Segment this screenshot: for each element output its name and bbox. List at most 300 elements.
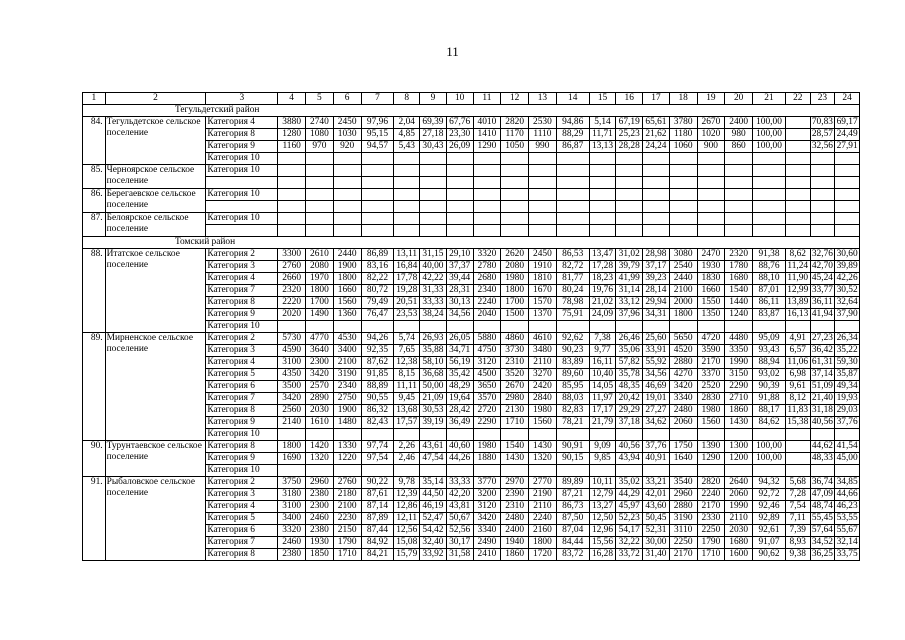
category-cell: Категория 9 (206, 417, 278, 429)
value-cell (669, 213, 697, 225)
value-cell: 17,17 (589, 405, 616, 417)
district-row (83, 237, 860, 249)
value-cell: 51,09 (811, 381, 833, 391)
header-cell: 13 (529, 93, 557, 105)
value-cell: 2740 (306, 117, 334, 129)
value-cell: 28,14 (643, 285, 670, 297)
value-cell (589, 153, 616, 165)
header-cell: 14 (556, 93, 589, 105)
value-cell (589, 465, 616, 477)
value-cell (697, 201, 725, 213)
value-cell: 13,13 (589, 141, 616, 153)
value-cell (785, 225, 810, 237)
value-cell: 90,15 (556, 453, 589, 465)
value-cell: 1540 (501, 441, 529, 453)
value-cell: 2170 (697, 501, 725, 513)
value-cell (616, 429, 643, 441)
header-cell: 16 (616, 93, 643, 105)
value-cell: 2140 (278, 417, 306, 429)
value-cell: 13,68 (394, 405, 420, 417)
value-cell: 24,49 (836, 129, 858, 139)
value-cell (556, 153, 589, 165)
value-cell (810, 165, 835, 177)
value-cell: 2250 (697, 525, 725, 537)
value-cell: 14,05 (589, 381, 616, 393)
table-header-row (83, 93, 860, 105)
value-cell: 23,30 (446, 129, 473, 141)
value-cell: 87,01 (753, 285, 786, 297)
value-cell (753, 177, 786, 189)
value-cell: 4,85 (394, 129, 420, 141)
settlement-number: 85. (83, 165, 106, 189)
value-cell: 86,87 (556, 141, 589, 153)
value-cell (697, 189, 725, 201)
value-cell (306, 177, 334, 189)
value-cell: 15,79 (394, 549, 420, 561)
value-cell: 4,91 (785, 333, 810, 345)
value-cell: 76,47 (361, 309, 394, 321)
value-cell: 30,13 (446, 297, 473, 309)
value-cell: 20,51 (394, 297, 420, 309)
value-cell: 2610 (306, 249, 334, 261)
value-cell (753, 165, 786, 177)
value-cell (810, 465, 835, 477)
value-cell: 26,93 (420, 333, 447, 345)
value-cell: 1860 (501, 549, 529, 561)
value-cell (589, 165, 616, 177)
value-cell (810, 321, 835, 333)
value-cell: 37,90 (836, 309, 858, 319)
value-cell: 87,14 (361, 501, 394, 513)
value-cell: 1930 (306, 537, 334, 549)
value-cell: 3120 (473, 357, 501, 369)
value-cell: 2160 (529, 525, 557, 537)
value-cell: 84,62 (753, 417, 786, 429)
value-cell: 100,00 (753, 117, 786, 129)
value-cell: 11,11 (394, 381, 420, 393)
value-cell: 47,09 (811, 489, 833, 499)
value-cell (501, 165, 529, 177)
value-cell: 2110 (725, 513, 753, 525)
value-cell: 87,62 (361, 357, 394, 369)
value-cell: 12,56 (394, 525, 420, 537)
value-cell (420, 177, 447, 189)
value-cell: 55,45 (811, 513, 833, 523)
value-cell: 2,26 (394, 441, 420, 453)
value-cell: 70,83 (811, 117, 833, 127)
value-cell: 21,79 (589, 417, 616, 429)
value-cell: 12,79 (589, 489, 616, 501)
value-cell: 36,25 (811, 549, 833, 559)
value-cell (420, 189, 447, 201)
value-cell (446, 465, 473, 477)
value-cell: 1430 (725, 417, 753, 429)
value-cell (501, 225, 529, 237)
value-cell (306, 225, 334, 237)
value-cell (616, 201, 643, 213)
value-cell (306, 189, 334, 201)
value-cell: 82,83 (556, 405, 589, 417)
value-cell: 11,06 (787, 357, 809, 367)
value-cell: 1560 (529, 417, 557, 429)
value-cell: 39,79 (616, 261, 643, 273)
value-cell: 1900 (333, 261, 361, 273)
header-cell: 22 (785, 93, 810, 105)
value-cell: 1410 (473, 129, 501, 141)
value-cell: 50,67 (446, 513, 473, 525)
value-cell: 1640 (669, 453, 697, 465)
value-cell (835, 429, 860, 441)
value-cell: 9,77 (589, 345, 616, 357)
value-cell (643, 225, 670, 237)
value-cell (785, 177, 810, 189)
header-cell: 5 (306, 93, 334, 105)
value-cell: 78,98 (556, 297, 589, 309)
value-cell: 1830 (697, 273, 725, 285)
value-cell: 86,53 (556, 249, 589, 261)
value-cell: 3400 (333, 345, 361, 357)
value-cell: 34,85 (836, 477, 858, 487)
settlement-name: Берегаевское сельское поселение (105, 189, 206, 213)
value-cell: 57,82 (616, 357, 643, 369)
value-cell: 860 (725, 141, 753, 153)
value-cell: 4350 (278, 369, 306, 381)
value-cell: 2960 (669, 489, 697, 501)
value-cell: 12,39 (394, 489, 420, 501)
value-cell: 30,43 (420, 141, 447, 153)
value-cell: 39,19 (420, 417, 447, 429)
value-cell (529, 177, 557, 189)
value-cell (753, 225, 786, 237)
value-cell (420, 165, 447, 177)
table-row (83, 249, 860, 261)
category-cell: Категория 7 (206, 285, 278, 297)
value-cell: 3420 (473, 513, 501, 525)
category-cell: Категория 6 (206, 525, 278, 537)
value-cell: 2230 (333, 513, 361, 525)
value-cell: 2480 (501, 513, 529, 525)
header-cell: 12 (501, 93, 529, 105)
value-cell: 2290 (473, 417, 501, 429)
value-cell: 3400 (278, 513, 306, 525)
value-cell: 12,50 (589, 513, 616, 525)
value-cell: 35,78 (616, 369, 643, 381)
value-cell: 92,61 (753, 525, 786, 537)
value-cell: 88,94 (753, 357, 786, 369)
header-cell: 21 (753, 93, 786, 105)
value-cell (643, 429, 670, 441)
value-cell (446, 165, 473, 177)
settlement-name: Белоярское сельское поселение (105, 213, 206, 237)
value-cell (473, 213, 501, 225)
value-cell (643, 213, 670, 225)
value-cell: 3270 (529, 369, 557, 381)
value-cell: 36,11 (812, 297, 833, 307)
value-cell: 93,43 (753, 345, 786, 357)
value-cell: 17,78 (394, 273, 420, 285)
value-cell: 2340 (473, 285, 501, 297)
value-cell (556, 225, 589, 237)
value-cell: 2380 (306, 489, 334, 501)
settlement-name: Тегульдетское сельское поселение (105, 117, 206, 165)
value-cell: 20,42 (616, 393, 643, 405)
value-cell (697, 429, 725, 441)
value-cell (589, 321, 616, 333)
value-cell: 43,94 (616, 453, 643, 465)
value-cell: 36,68 (420, 369, 447, 381)
value-cell: 45,00 (836, 453, 858, 463)
value-cell: 2970 (501, 477, 529, 489)
value-cell: 29,03 (836, 405, 858, 415)
value-cell: 1110 (529, 129, 557, 141)
value-cell: 2840 (529, 393, 557, 405)
value-cell: 43,61 (420, 441, 447, 453)
header-cell: 4 (278, 93, 306, 105)
settlement-name: Мирненское сельское поселение (105, 333, 206, 441)
value-cell: 88,29 (556, 129, 589, 141)
value-cell: 42,22 (420, 273, 447, 285)
value-cell: 3590 (697, 345, 725, 357)
value-cell (810, 177, 835, 189)
value-cell: 7,28 (785, 489, 810, 501)
settlement-name: Итатское сельское поселение (105, 249, 206, 333)
value-cell: 87,44 (361, 525, 394, 537)
header-cell: 7 (361, 93, 394, 105)
value-cell: 3420 (669, 381, 697, 393)
value-cell: 32,76 (811, 249, 833, 259)
value-cell (361, 321, 394, 333)
value-cell: 2450 (529, 249, 557, 261)
value-cell (420, 201, 447, 213)
value-cell (725, 213, 753, 225)
header-cell: 2 (105, 93, 206, 105)
value-cell: 2030 (725, 525, 753, 537)
value-cell: 2540 (669, 261, 697, 273)
value-cell (394, 177, 420, 189)
value-cell: 2320 (278, 285, 306, 297)
value-cell: 33,12 (616, 297, 643, 309)
value-cell (333, 177, 361, 189)
value-cell: 42,20 (446, 489, 473, 501)
value-cell: 900 (697, 141, 725, 153)
value-cell (669, 153, 697, 165)
value-cell: 2240 (529, 513, 557, 525)
value-cell (669, 321, 697, 333)
value-cell: 90,23 (556, 345, 589, 357)
value-cell: 40,56 (616, 441, 643, 453)
value-cell: 5,74 (394, 333, 420, 345)
value-cell: 2770 (529, 477, 557, 489)
settlement-number: 90. (83, 441, 106, 477)
value-cell: 1860 (725, 405, 753, 417)
value-cell: 5730 (278, 333, 306, 345)
value-cell: 33,77 (811, 285, 833, 295)
value-cell: 2060 (669, 417, 697, 429)
value-cell (501, 465, 529, 477)
category-cell: Категория 5 (206, 513, 278, 525)
value-cell (420, 225, 447, 237)
value-cell: 26,34 (836, 333, 858, 343)
value-cell: 34,52 (811, 537, 833, 547)
value-cell: 44,66 (836, 489, 858, 499)
value-cell (333, 201, 361, 213)
value-cell (306, 465, 334, 477)
value-cell (529, 153, 557, 165)
value-cell (835, 321, 860, 333)
value-cell: 13,47 (589, 249, 616, 261)
value-cell: 7,54 (785, 501, 810, 513)
value-cell: 92,46 (753, 501, 786, 513)
header-cell: 9 (420, 93, 447, 105)
value-cell: 2560 (278, 405, 306, 417)
value-cell: 1720 (529, 549, 557, 561)
value-cell: 1990 (725, 357, 753, 369)
value-cell: 2130 (501, 405, 529, 417)
value-cell: 4500 (473, 369, 501, 381)
value-cell: 2530 (529, 117, 557, 129)
value-cell: 26,09 (446, 141, 473, 153)
value-cell (361, 165, 394, 177)
value-cell (643, 321, 670, 333)
category-cell (206, 177, 278, 189)
value-cell: 2040 (473, 309, 501, 321)
value-cell: 84,21 (361, 549, 394, 561)
value-cell (529, 189, 557, 201)
value-cell (473, 177, 501, 189)
value-cell: 31,15 (420, 249, 447, 261)
value-cell: 40,00 (420, 261, 447, 273)
value-cell (556, 189, 589, 201)
value-cell: 3520 (501, 369, 529, 381)
value-cell: 1810 (529, 273, 557, 285)
value-cell (473, 189, 501, 201)
page-number: 11 (446, 44, 459, 59)
value-cell: 54,42 (420, 525, 447, 537)
value-cell: 67,19 (616, 117, 643, 129)
value-cell (473, 465, 501, 477)
value-cell: 97,54 (361, 453, 394, 465)
value-cell: 3350 (725, 345, 753, 357)
category-cell: Категория 9 (206, 309, 278, 321)
value-cell: 2290 (725, 381, 753, 393)
value-cell: 1540 (725, 285, 753, 297)
value-cell: 3180 (278, 489, 306, 501)
value-cell: 2680 (473, 273, 501, 285)
value-cell: 86,89 (361, 249, 394, 261)
value-cell: 12,96 (589, 525, 616, 537)
value-cell: 1560 (333, 297, 361, 309)
value-cell (501, 189, 529, 201)
value-cell (785, 153, 810, 165)
value-cell: 23,53 (394, 309, 420, 321)
value-cell: 89,89 (556, 477, 589, 489)
value-cell: 2960 (306, 477, 334, 489)
value-cell: 3300 (278, 249, 306, 261)
value-cell: 2980 (501, 393, 529, 405)
value-cell (361, 189, 394, 201)
value-cell (785, 141, 810, 153)
value-cell: 92,89 (753, 513, 786, 525)
value-cell: 3340 (669, 393, 697, 405)
value-cell (616, 225, 643, 237)
value-cell: 30,52 (836, 285, 858, 295)
category-cell (206, 225, 278, 237)
value-cell: 9,85 (589, 453, 616, 465)
value-cell: 27,23 (811, 333, 833, 343)
value-cell: 12,86 (394, 501, 420, 513)
category-cell: Категория 8 (206, 441, 278, 453)
value-cell (589, 213, 616, 225)
district-name: Тегульдетский район (83, 105, 860, 117)
value-cell: 88,89 (361, 381, 394, 393)
value-cell: 39,23 (643, 273, 670, 285)
value-cell: 1390 (697, 441, 725, 453)
value-cell (785, 201, 810, 213)
value-cell: 2000 (669, 297, 697, 309)
value-cell: 31,33 (420, 285, 447, 297)
value-cell: 3100 (278, 357, 306, 369)
value-cell: 2,46 (394, 453, 420, 465)
value-cell (394, 465, 420, 477)
value-cell (697, 153, 725, 165)
value-cell: 69,39 (420, 117, 447, 129)
value-cell: 36,49 (446, 417, 473, 429)
value-cell: 1160 (278, 141, 306, 153)
value-cell: 2880 (669, 357, 697, 369)
value-cell (394, 153, 420, 165)
value-cell: 31,14 (616, 285, 643, 297)
value-cell: 9,38 (785, 549, 810, 561)
value-cell: 3480 (529, 345, 557, 357)
table-row (83, 165, 860, 177)
value-cell: 34,56 (446, 309, 473, 321)
value-cell: 1980 (473, 441, 501, 453)
value-cell: 1440 (725, 297, 753, 309)
value-cell: 21,09 (420, 393, 447, 405)
header-cell: 24 (835, 93, 860, 105)
value-cell: 1320 (306, 453, 334, 465)
value-cell: 990 (529, 141, 557, 153)
value-cell: 2760 (333, 477, 361, 489)
value-cell: 24,24 (643, 141, 670, 153)
value-cell (361, 213, 394, 225)
value-cell: 2490 (473, 537, 501, 549)
header-cell: 1 (83, 93, 106, 105)
value-cell: 88,17 (753, 405, 786, 417)
settlement-number: 86. (83, 189, 106, 213)
value-cell: 83,16 (361, 261, 394, 273)
value-cell (697, 321, 725, 333)
value-cell: 100,00 (753, 441, 786, 453)
value-cell: 84,92 (361, 537, 394, 549)
value-cell (697, 213, 725, 225)
value-cell (725, 321, 753, 333)
value-cell: 8,93 (785, 537, 810, 549)
value-cell: 19,93 (836, 393, 858, 403)
value-cell: 8,12 (785, 393, 810, 405)
value-cell: 3320 (278, 525, 306, 537)
value-cell (501, 321, 529, 333)
value-cell (785, 429, 810, 441)
value-cell: 91,88 (753, 393, 786, 405)
value-cell (446, 153, 473, 165)
value-cell: 16,11 (589, 357, 616, 369)
value-cell: 1800 (501, 285, 529, 297)
value-cell: 1200 (725, 453, 753, 465)
value-cell (785, 129, 810, 141)
value-cell (753, 153, 786, 165)
value-cell: 11,90 (787, 273, 809, 283)
